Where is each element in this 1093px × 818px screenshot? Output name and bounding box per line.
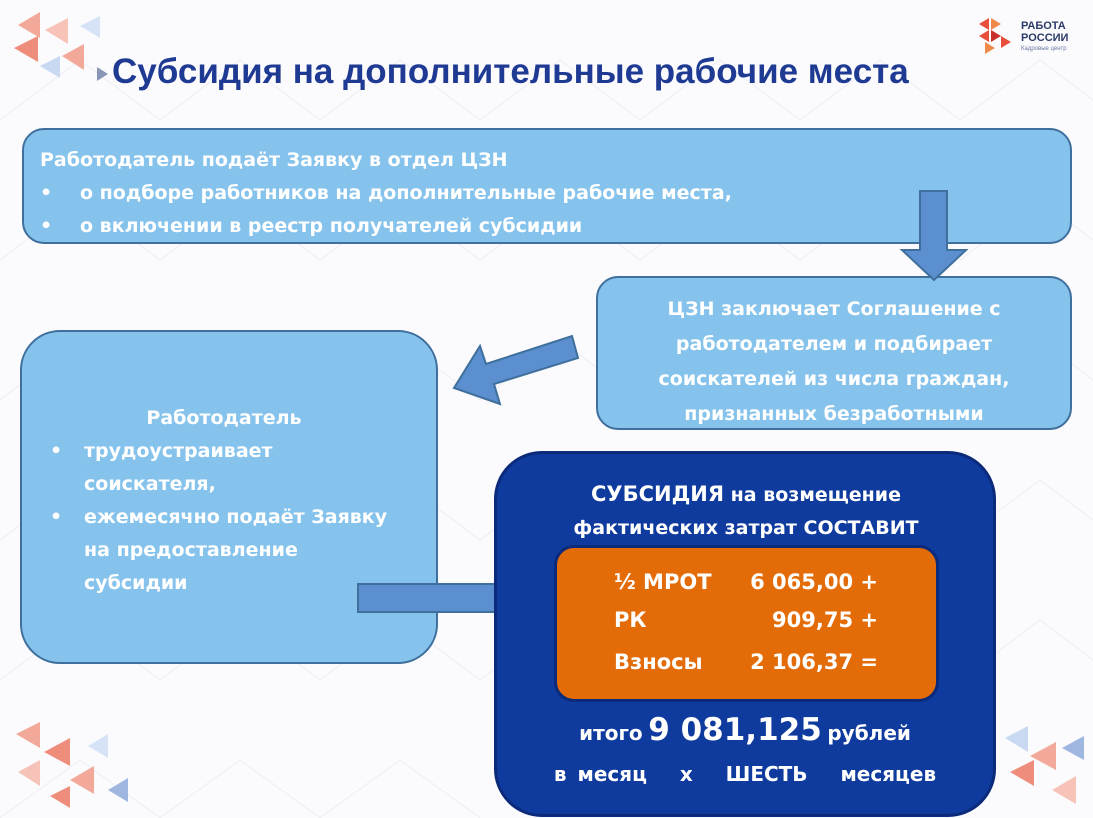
bullet-icon: • xyxy=(40,182,53,204)
arrow-down-icon xyxy=(900,190,968,282)
logo-mark-icon xyxy=(979,18,1011,54)
step3-item xyxy=(50,435,418,501)
subsidy-heading-line2: фактических затрат СОСТАВИТ xyxy=(573,517,919,539)
step3-heading: Работодатель xyxy=(146,407,302,429)
decor-triangles-bottom-left xyxy=(16,722,128,808)
step3-item-text xyxy=(84,501,387,600)
decor-triangles-bottom-right xyxy=(1005,726,1084,804)
step3-item-line: трудоустраивает xyxy=(84,440,273,462)
calc-value: 6 065,00 + xyxy=(750,570,878,594)
bullet-icon: • xyxy=(50,506,63,528)
logo-line2: РОССИИ xyxy=(1021,32,1069,44)
step1-heading: Работодатель подаёт Заявку в отдел ЦЗН xyxy=(40,149,508,171)
arrow-left-icon xyxy=(452,332,580,408)
logo-text xyxy=(1021,20,1068,44)
step1-item-text: о включении в реестр получателей субсидии xyxy=(80,215,583,237)
step2-line: соискателей из числа граждан, xyxy=(658,368,1010,390)
step3-item-line: соискателя, xyxy=(84,473,216,495)
calc-label: РК xyxy=(614,608,647,632)
subsidy-heading-rest: на возмещение xyxy=(730,484,901,506)
page-title: Субсидия на дополнительные рабочие места xyxy=(112,52,909,91)
calc-label: ½ МРОТ xyxy=(614,570,712,594)
total-value: 9 081,125 xyxy=(648,712,822,748)
subsidy-heading-line1 xyxy=(540,478,952,512)
bullet-icon: • xyxy=(40,215,53,237)
step2-line: работодателем и подбирает xyxy=(675,333,993,355)
total-line xyxy=(510,712,980,748)
logo-line1: РАБОТА xyxy=(1021,20,1066,32)
calc-value: 2 106,37 = xyxy=(750,650,878,674)
step1-item-text: о подборе работников на дополнительные рабочие места, xyxy=(80,182,732,204)
subsidy-heading-bold: СУБСИДИЯ xyxy=(591,482,725,506)
step3-item-line: ежемесячно подаёт Заявку xyxy=(84,506,388,528)
total-unit: рублей xyxy=(827,721,911,745)
subsidy-heading xyxy=(540,478,952,545)
step3-item-line: на предоставление xyxy=(84,539,298,561)
bullet-icon: • xyxy=(50,440,63,462)
logo-subtitle: Кадровые центр xyxy=(1021,46,1067,52)
step2-line: ЦЗН заключает Соглашение с xyxy=(667,298,1001,320)
decor-triangles-top-left xyxy=(14,12,100,78)
period-line: в месяц х ШЕСТЬ месяцев xyxy=(553,762,937,786)
step2-box xyxy=(596,276,1072,430)
calc-value: 909,75 + xyxy=(772,608,878,632)
calc-label: Взносы xyxy=(614,650,703,674)
title-marker-icon xyxy=(97,67,108,81)
step2-line: признанных безработными xyxy=(684,403,984,425)
total-prefix: итого xyxy=(579,721,643,745)
step3-item-line: субсидии xyxy=(84,572,188,594)
step3-item-text xyxy=(84,435,273,501)
